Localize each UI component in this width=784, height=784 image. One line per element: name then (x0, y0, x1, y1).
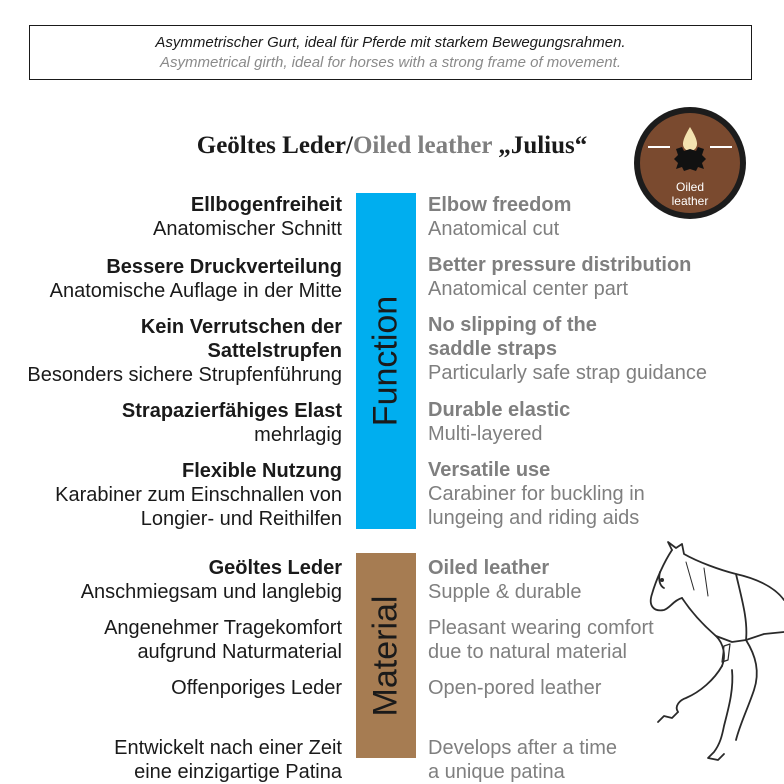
function-item-de (12, 255, 342, 303)
function-item-en (428, 398, 728, 446)
function-item-en (428, 253, 728, 301)
material-item-de (12, 736, 342, 784)
badge-line-right (710, 146, 732, 148)
material-item-title-de: Geöltes Leder (208, 557, 342, 579)
material-item-desc-en: Pleasant wearing comfort (428, 617, 654, 639)
title-product-name: „Julius“ (492, 132, 588, 159)
function-item-desc-de: mehrlagig (254, 424, 342, 446)
function-item-title-en-line2: saddle straps (428, 338, 557, 360)
function-item-desc-de: Anatomische Auflage in der Mitte (49, 280, 342, 302)
function-item-title-en: Versatile use (428, 459, 551, 481)
badge-label-line1: Oiled (675, 180, 704, 194)
function-item-desc-de: Karabiner zum Einschnallen von (55, 484, 342, 506)
badge-line-left (648, 146, 670, 148)
function-item-title-de: Ellbogenfreiheit (190, 194, 342, 216)
function-item-desc-de: Besonders sichere Strupfenführung (27, 364, 342, 386)
function-item-desc-en: Anatomical center part (428, 278, 629, 300)
material-band-label: Material (366, 595, 405, 716)
title-de: Geöltes Leder/ (196, 132, 353, 159)
function-item-de (12, 315, 342, 387)
function-band (356, 193, 416, 529)
leather-drop-icon (670, 123, 710, 175)
function-item-en (428, 458, 728, 530)
function-item-desc-en: Particularly safe strap guidance (428, 362, 708, 384)
material-item-desc-de: aufgrund Naturmaterial (137, 641, 342, 663)
material-item-de (12, 556, 342, 604)
title-en: Oiled leather (352, 132, 493, 159)
material-item-desc-de: eine einzigartige Patina (134, 761, 342, 783)
function-band-label: Function (366, 295, 405, 427)
function-item-en (428, 193, 728, 241)
intro-text-de: Asymmetrischer Gurt, ideal für Pferde mit starkem Bewegungsrahmen. (155, 34, 626, 51)
function-item-desc-en: Anatomical cut (428, 218, 560, 240)
material-item-de (12, 676, 342, 700)
material-item-desc-de: Anschmiegsam und langlebig (80, 581, 342, 603)
function-item-title-en: Durable elastic (428, 399, 571, 421)
intro-text-en: Asymmetrical girth, ideal for horses with a strong frame of movement. (159, 54, 621, 71)
function-item-desc-en: lungeing and riding aids (428, 507, 640, 529)
function-item-title-de: Flexible Nutzung (182, 460, 342, 482)
material-item-title-en: Oiled leather (428, 557, 550, 579)
material-item-desc-de: Angenehmer Tragekomfort (104, 617, 342, 639)
material-item-de (12, 616, 342, 664)
material-item-desc-en: Supple & durable (428, 581, 582, 603)
function-item-de (12, 399, 342, 447)
material-item-desc-en: due to natural material (428, 641, 628, 663)
material-item-desc-de: Offenporiges Leder (171, 677, 342, 699)
material-item-desc-en: a unique patina (428, 761, 565, 783)
function-item-title-de-line2: Sattelstrupfen (207, 340, 342, 362)
material-item-desc-en: Open-pored leather (428, 677, 602, 699)
material-band (356, 553, 416, 758)
intro-box (29, 25, 752, 80)
material-item-desc-en: Develops after a time (428, 737, 617, 759)
function-item-desc-de: Anatomischer Schnitt (153, 218, 342, 240)
function-item-title-en: Elbow freedom (428, 194, 572, 216)
badge-label-line2: leather (671, 194, 709, 208)
function-item-de (12, 193, 342, 241)
function-item-en (428, 313, 728, 385)
function-item-title-en: No slipping of the (428, 314, 597, 336)
function-item-desc-en: Multi-layered (428, 423, 543, 445)
material-item-desc-de: Entwickelt nach einer Zeit (114, 737, 342, 759)
function-item-desc-de: Longier- und Reithilfen (140, 508, 342, 530)
horse-sketch-icon (624, 540, 784, 770)
function-item-de (12, 459, 342, 531)
function-item-title-de: Strapazierfähiges Elast (121, 400, 342, 422)
function-item-desc-en: Carabiner for buckling in (428, 483, 645, 505)
function-item-title-de: Bessere Druckverteilung (106, 256, 342, 278)
function-item-title-de: Kein Verrutschen der (140, 316, 342, 338)
function-item-title-en: Better pressure distribution (428, 254, 692, 276)
